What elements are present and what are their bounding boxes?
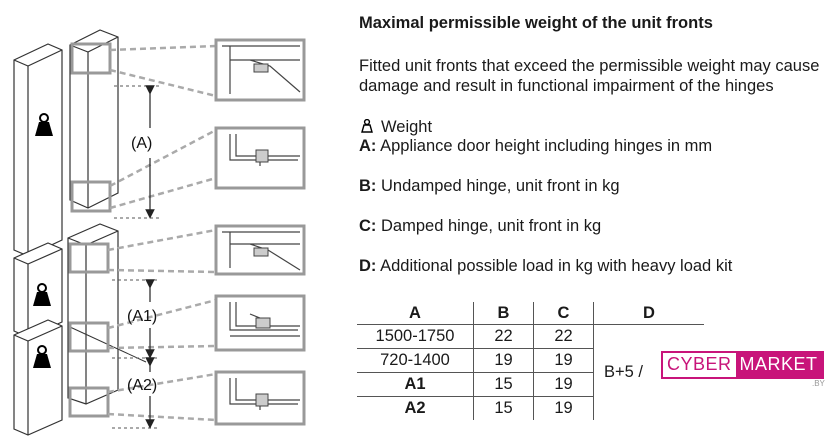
intro-paragraph: Fitted unit fronts that exceed the permissible weight may cause damage and result in functional impairment of the hinges — [359, 57, 820, 95]
table-cell: 22 — [534, 325, 594, 349]
legend-c — [359, 217, 601, 236]
header-b: B — [474, 302, 534, 325]
weight-table — [357, 302, 704, 420]
legend-a — [359, 137, 712, 156]
table-cell: A2 — [404, 399, 426, 417]
legend-a-key: A: — [359, 137, 377, 155]
header-a: A — [357, 302, 474, 325]
weight-label: Weight — [381, 118, 433, 136]
d-value: B+5 / — [604, 363, 643, 381]
dimension-label-a1: (A1) — [127, 308, 158, 325]
cybermarket-watermark — [661, 351, 824, 379]
legend-b-key: B: — [359, 177, 377, 195]
table-cell: 19 — [474, 349, 534, 373]
legend-b — [359, 177, 620, 196]
table-cell: 15 — [474, 397, 534, 421]
legend-c-desc: Damped hinge, unit front in kg — [381, 217, 602, 235]
table-cell: 19 — [534, 373, 594, 397]
header-c: C — [534, 302, 594, 325]
watermark-suffix: .BY — [812, 379, 825, 388]
watermark-cyber: CYBER — [663, 353, 736, 377]
hinge-detail-4 — [216, 296, 304, 350]
legend-weight — [359, 118, 432, 137]
legend-c-key: C: — [359, 217, 377, 235]
legend-d — [359, 257, 732, 276]
legend-d-desc: Additional possible load in kg with heavy load kit — [380, 257, 733, 275]
legend-b-desc: Undamped hinge, unit front in kg — [381, 177, 620, 195]
legend-d-key: D: — [359, 257, 377, 275]
hinge-detail-5 — [216, 372, 304, 424]
table-row — [357, 325, 704, 349]
table-cell: 720-1400 — [357, 349, 474, 373]
table-cell: 22 — [474, 325, 534, 349]
table-cell: A1 — [357, 373, 474, 397]
dimension-label-a: (A) — [131, 135, 153, 152]
table-header-row — [357, 302, 704, 325]
hinge-detail-3 — [216, 226, 304, 274]
two-door-appliance — [14, 224, 118, 435]
dimension-label-a2: (A2) — [127, 377, 158, 394]
table-cell: 1500-1750 — [357, 325, 474, 349]
table-cell: 19 — [534, 397, 594, 421]
page-title: Maximal permissible weight of the unit fronts — [359, 14, 713, 32]
header-d: D — [594, 302, 705, 325]
hinge-diagram — [0, 0, 330, 446]
table-cell: 19 — [534, 349, 594, 373]
legend-a-desc: Appliance door height including hinges in mm — [380, 137, 713, 155]
hinge-detail-1 — [216, 40, 304, 100]
table-cell: 15 — [474, 373, 534, 397]
single-door-appliance — [14, 30, 118, 256]
weight-icon — [359, 119, 375, 133]
hinge-detail-2 — [216, 128, 304, 188]
watermark-market: MARKET — [736, 353, 822, 377]
